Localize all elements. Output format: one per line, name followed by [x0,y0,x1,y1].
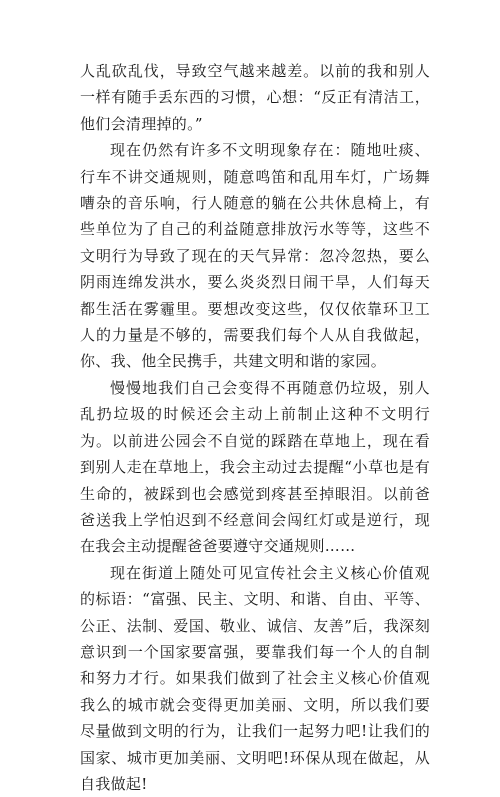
paragraph-3: 慢慢地我们自己会变得不再随意仍垃圾，别人乱扔垃圾的时候还会主动上前制止这种不文明行为。以前进公园会不自觉的踩踏在草地上，现在看到别人走在草地上，我会主动过去提醒“小草也是有生命的，被踩到也会感觉到疼甚至掉眼泪。以前爸爸送我上学怕迟到不经意间会闯红灯或是逆行，现在我会主动提醒爸爸要遵守交通规则…… [80,378,430,556]
paragraph-4: 现在街道上随处可见宣传社会主义核心价值观的标语：“富强、民主、文明、和谐、自由、平等、公正、法制、爱国、敬业、诚信、友善”后，我深刻意识到一个国家要富强，要靠我们每一个人的自制和努力才行。如果我们做到了社会主义核心价值观我么的城市就会变得更加美丽、文明，所以我们要尽量做到文明的行为，让我们一起努力吧!让我们的国家、城市更加美丽、文明吧!环保从现在做起，从自我做起! [80,563,430,793]
document-page [80,58,430,797]
paragraph-1: 人乱砍乱伐，导致空气越来越差。以前的我和别人一样有随手丢东西的习惯，心想：“反正有清洁工，他们会清理掉的。” [80,62,430,133]
paragraph-2: 现在仍然有许多不文明现象存在：随地吐痰、行车不讲交通规则，随意鸣笛和乱用车灯，广场舞嘈杂的音乐响，行人随意的躺在公共休息椅上，有些单位为了自己的利益随意排放污水等等，这些不文明行为导致了现在的天气异常：忽冷忽热，要么阴雨连绵发洪水，要么炎炎烈日闹干旱，人们每天都生活在雾霾里。要想改变这些，仅仅依靠环卫工人的力量是不够的，需要我们每个人从自我做起，你、我、他全民携手，共建文明和谐的家园。 [80,141,430,371]
